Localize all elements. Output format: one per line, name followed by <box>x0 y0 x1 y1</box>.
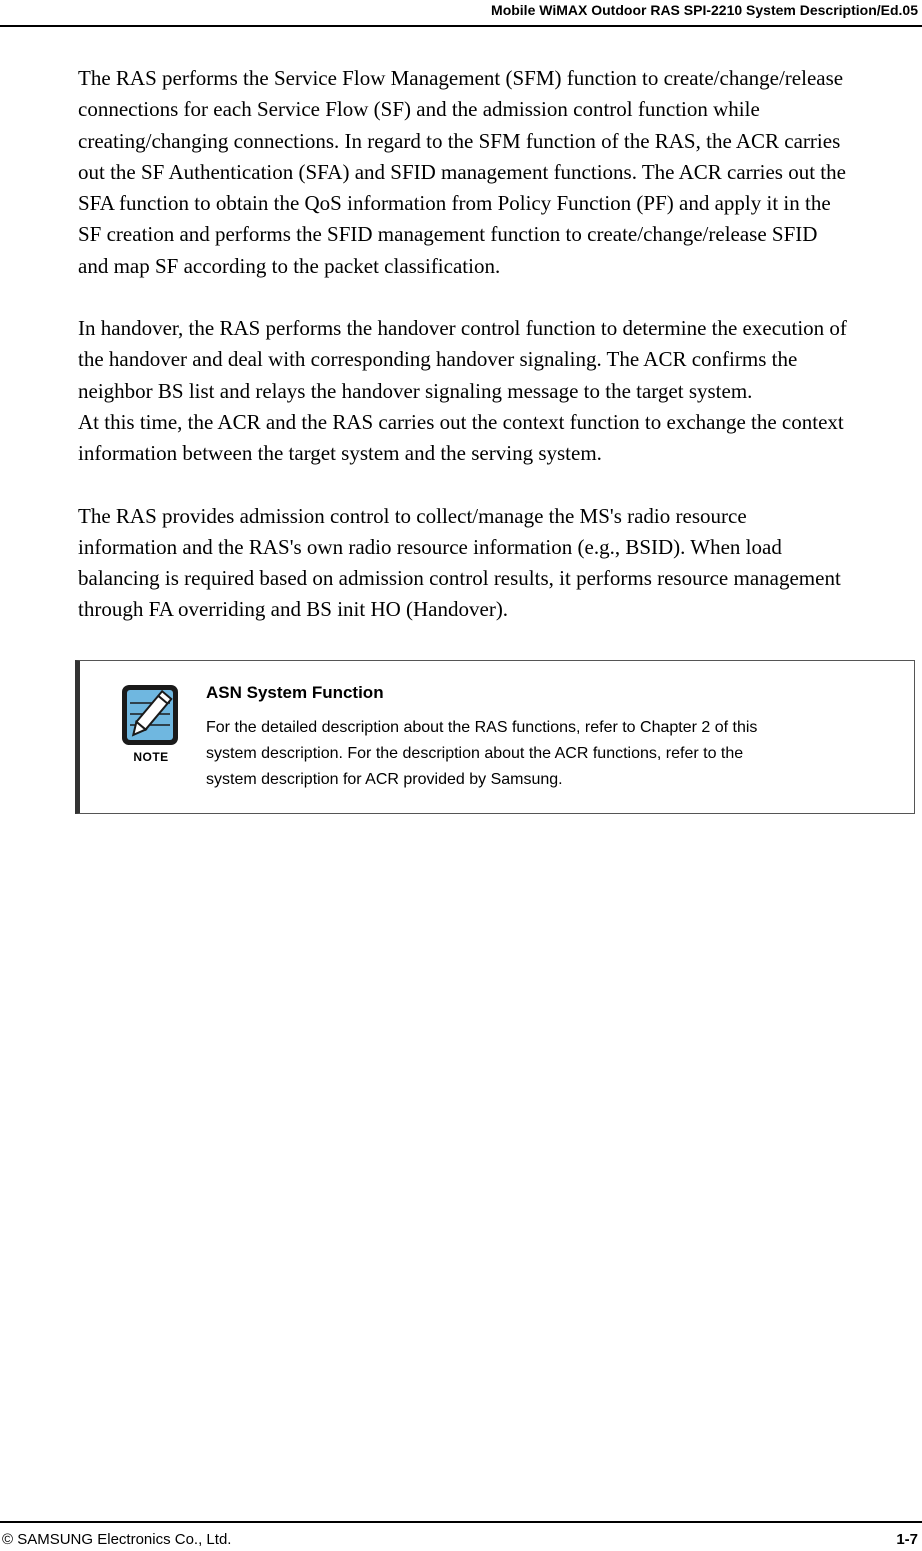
note-title: ASN System Function <box>206 683 384 702</box>
copyright-text: © SAMSUNG Electronics Co., Ltd. <box>2 1531 232 1548</box>
paragraph-sfm: The RAS performs the Service Flow Management (SFM) function to create/change/release connections for each Service Flow (SF) and the admission control function while creating/changing connections. In regard to the SFM function of the RAS, the ACR carries out the SF Authentication (SFA) and SFID management functions. The ACR carries out the SFA function to obtain the QoS information from Policy Function (PF) and apply it in the SF creation and performs the SFID management function to create/change/release SFID and map SF according to the packet classification. <box>78 66 846 278</box>
note-box <box>75 660 915 814</box>
paragraph-admission-control: The RAS provides admission control to collect/manage the MS's radio resource information and the RAS's own radio resource information (e.g., BSID). When load balancing is required based on admission control results, it performs resource management through FA overriding and BS init HO (Handover). <box>78 503 841 622</box>
page-footer <box>0 1521 922 1551</box>
note-pencil-icon <box>120 683 180 769</box>
page-number: 1-7 <box>896 1531 918 1548</box>
note-body-text: For the detailed description about the RAS functions, refer to Chapter 2 of this system description. For the description about the ACR functions, refer to the system description for ACR provided by Samsung. <box>206 719 758 788</box>
note-icon-label: NOTE <box>133 750 169 764</box>
note-body <box>206 715 866 793</box>
note-icon-graphic <box>120 683 180 747</box>
body-content <box>78 63 918 657</box>
paragraph-handover: In handover, the RAS performs the handover control function to determine the execution of the handover and deal with corresponding handover signaling. The ACR confirms the neighbor BS list and relays the handover signaling message to the target system. At this time, the ACR and the RAS carries out the context function to exchange the context information between the target system and the serving system. <box>78 316 847 466</box>
page-header <box>0 0 922 27</box>
document-title: Mobile WiMAX Outdoor RAS SPI-2210 System Description/Ed.05 <box>491 2 918 18</box>
